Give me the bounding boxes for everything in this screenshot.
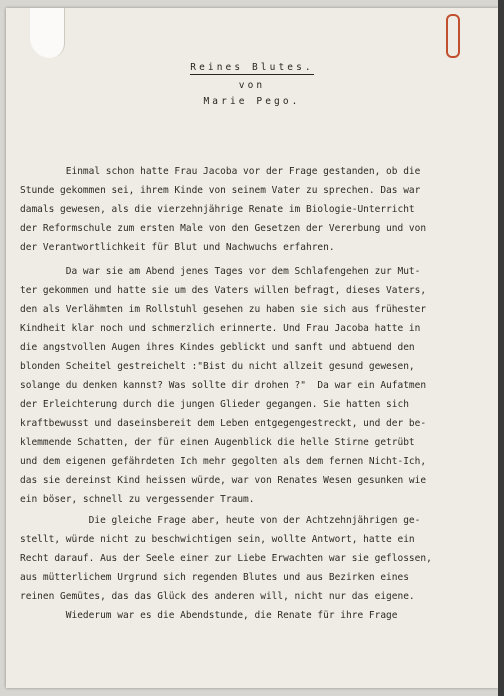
text-line: der Erleichterung durch die jungen Glieder gegangen. Sie hatten sich [20,399,409,410]
text-line: ein böser, schnell zu vergessender Traum. [20,494,255,505]
text-line: Da war sie am Abend jenes Tages vor dem Schlafengehen zur Mut- [20,266,421,277]
text-line: Kindheit klar noch und schmerzlich erinnerte. Und Frau Jacoba hatte in [20,323,421,334]
document-title: Reines Blutes. [190,62,314,73]
text-line: Einmal schon hatte Frau Jacoba vor der Frage gestanden, ob die [20,166,421,177]
text-line: der Reformschule zum ersten Male von den Gesetzen der Vererbung und von [20,223,427,234]
text-line: kraftbewusst und daseinsbereit dem Leben entgegengestreckt, und der be- [20,418,427,429]
text-line: das sie dereinst Kind heissen würde, war von Renates Wesen gesunken wie [20,475,427,486]
text-line: Die gleiche Frage aber, heute von der Achtzehnjährigen ge- [20,515,421,526]
paper-clip-icon [446,14,460,58]
text-line: der Verantwortlichkeit für Blut und Nachwuchs erfahren. [20,242,335,253]
text-line: Stunde gekommen sei, ihrem Kinde von seinem Vater zu sprechen. Das war [20,185,421,196]
text-line: solange du denken kannst? Was sollte dir drohen ?" Da war ein Aufatmen [20,380,427,391]
text-line: reinen Gemütes, das das Glück des anderen will, nicht nur das eigene. [20,591,415,602]
byline-von: von [238,80,266,91]
text-line: stellt, würde nicht zu beschwichtigen sein, wollte Antwort, hatte ein [20,534,415,545]
text-line: aus mütterlichem Urgrund sich regenden Blutes und aus Bezirken eines [20,572,409,583]
text-line: Wiederum war es die Abendstunde, die Renate für ihre Frage [20,610,398,621]
text-line: blonden Scheitel gestreichelt :"Bist du nicht allzeit gesund gewesen, [20,361,415,372]
text-line: und dem eigenen gefährdeten Ich mehr gegolten als dem fernen Nicht-Ich, [20,456,427,467]
text-line: die angstvollen Augen ihres Kindes geblickt und sanft und abtuend den [20,342,415,353]
text-line: klemmende Schatten, der für einen Augenblick die helle Stirne getrübt [20,437,415,448]
text-line: ter gekommen und hatte sie um des Vaters willen befragt, dieses Vaters, [20,285,427,296]
torn-corner [30,8,65,58]
text-line: Recht darauf. Aus der Seele einer zur Liebe Erwachten war sie geflossen, [20,553,432,564]
author-name: Marie Pego. [203,96,301,107]
text-line: den als Verlähmten im Rollstuhl gesehen zu haben sie sich aus frühester [20,304,427,315]
text-line: damals gewesen, als die vierzehnjährige Renate im Biologie-Unterricht [20,204,415,215]
